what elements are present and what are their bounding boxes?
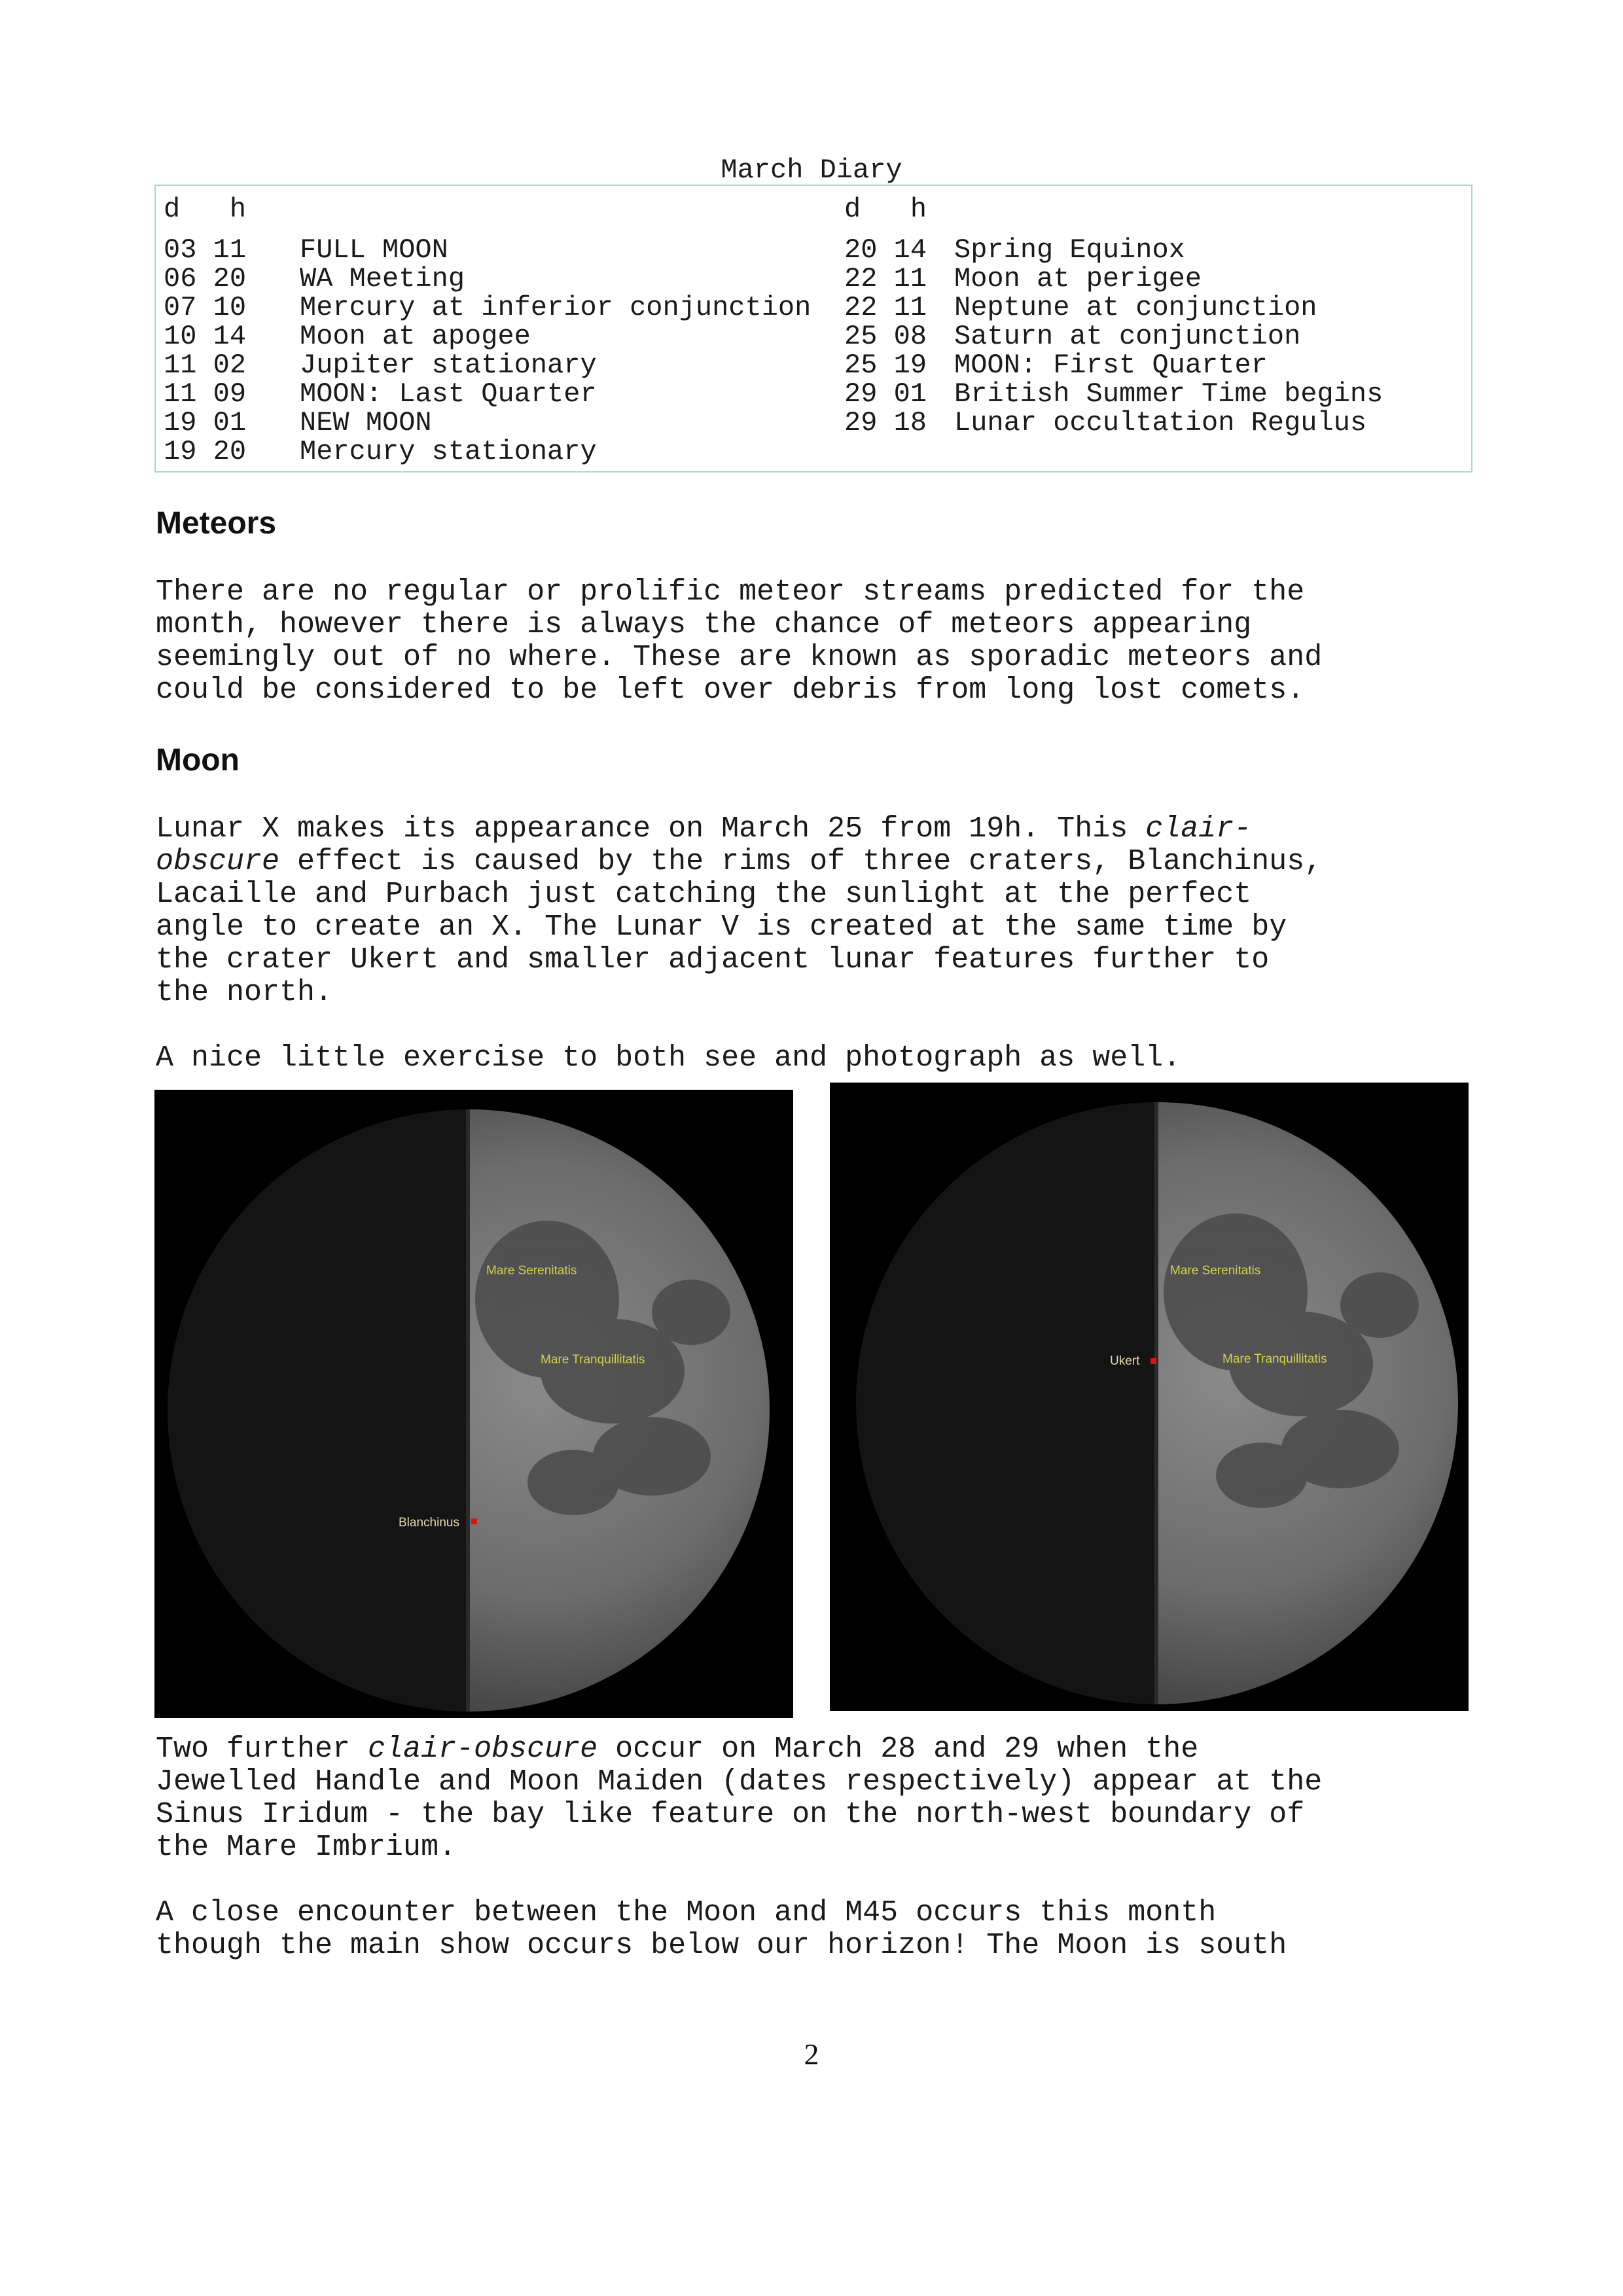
diary-day-hour: 22 11 <box>844 263 927 295</box>
moon-paragraph-2 <box>156 1042 1497 1075</box>
diary-event: MOON: Last Quarter <box>300 378 597 410</box>
crater-marker <box>1150 1358 1156 1364</box>
diary-event: Moon at apogee <box>300 321 531 352</box>
label-mare-serenitatis: Mare Serenitatis <box>486 1264 577 1278</box>
text-line: the crater Ukert and smaller adjacent lunar features further to <box>156 943 1270 977</box>
text-line: the Mare Imbrium. <box>156 1831 457 1864</box>
italic-run: clair-obscure <box>368 1732 598 1766</box>
text-run: occur on March 28 and 29 when the <box>597 1732 1199 1766</box>
diary-event: British Summer Time begins <box>954 378 1383 410</box>
text-line: Jewelled Handle and Moon Maiden (dates respectively) appear at the <box>156 1765 1323 1799</box>
meteors-heading: Meteors <box>156 506 277 541</box>
moon-paragraph-1 <box>156 813 1497 1009</box>
moon-heading: Moon <box>156 743 240 778</box>
diary-day-hour: 25 19 <box>844 350 927 381</box>
page-number: 2 <box>804 2037 819 2071</box>
diary-event: Mercury stationary <box>300 436 597 467</box>
meteors-line: month, however there is always the chance of meteors appearing <box>156 608 1252 641</box>
diary-day-hour: 20 14 <box>844 234 927 266</box>
moon-image-ukert <box>830 1083 1469 1711</box>
text-run: Lunar X makes its appearance on March 25 from 19h. This <box>156 812 1146 846</box>
diary-day-hour: 25 08 <box>844 321 927 352</box>
diary-day-hour: 11 09 <box>164 378 247 410</box>
diary-day-hour: 19 20 <box>164 436 247 467</box>
diary-day-hour: 06 20 <box>164 263 247 295</box>
diary-event: Lunar occultation Regulus <box>954 407 1367 439</box>
diary-event: FULL MOON <box>300 234 448 266</box>
moon-illustration <box>830 1083 1469 1711</box>
diary-day-hour: 07 10 <box>164 292 247 323</box>
meteors-line: There are no regular or prolific meteor streams predicted for the <box>156 575 1305 609</box>
diary-day-hour: 11 02 <box>164 350 247 381</box>
meteors-line: could be considered to be left over debris from long lost comets. <box>156 673 1305 707</box>
crater-marker <box>471 1518 477 1524</box>
text-line: though the main show occurs below our horizon! The Moon is south <box>156 1929 1287 1962</box>
label-mare-tranquillitatis: Mare Tranquillitatis <box>541 1353 645 1367</box>
diary-event: Saturn at conjunction <box>954 321 1301 352</box>
text-run: effect is caused by the rims of three craters, Blanchinus, <box>279 845 1323 878</box>
diary-day-hour: 29 18 <box>844 407 927 439</box>
diary-event: Neptune at conjunction <box>954 292 1317 323</box>
text-run: Two further <box>156 1732 368 1766</box>
diary-title: March Diary <box>721 154 902 186</box>
label-mare-tranquillitatis: Mare Tranquillitatis <box>1222 1352 1327 1366</box>
moon-illustration <box>154 1090 793 1718</box>
diary-event: NEW MOON <box>300 407 432 439</box>
diary-event: Spring Equinox <box>954 234 1185 266</box>
text-line: Lacaille and Purbach just catching the sunlight at the perfect <box>156 878 1252 911</box>
diary-event: MOON: First Quarter <box>954 350 1268 381</box>
diary-event: WA Meeting <box>300 263 465 295</box>
moon-paragraph-3 <box>156 1733 1497 1864</box>
label-crater: Ukert <box>1110 1354 1140 1368</box>
diary-event: Jupiter stationary <box>300 350 597 381</box>
diary-day-hour: 22 11 <box>844 292 927 323</box>
diary-event: Mercury at inferior conjunction <box>300 292 812 323</box>
diary-col-header-left: d h <box>164 194 247 225</box>
label-mare-serenitatis: Mare Serenitatis <box>1170 1264 1261 1278</box>
diary-day-hour: 10 14 <box>164 321 247 352</box>
moon-paragraph-4 <box>156 1897 1497 1962</box>
diary-col-header-right: d h <box>844 194 927 225</box>
moon-image-blanchinus <box>154 1090 793 1718</box>
meteors-paragraph <box>156 576 1497 707</box>
text-line: A nice little exercise to both see and photograph as well. <box>156 1041 1181 1075</box>
text-line: angle to create an X. The Lunar V is created at the same time by <box>156 910 1287 944</box>
diary-day-hour: 19 01 <box>164 407 247 439</box>
text-line: Sinus Iridum - the bay like feature on the north-west boundary of <box>156 1798 1305 1831</box>
diary-day-hour: 29 01 <box>844 378 927 410</box>
diary-event: Moon at perigee <box>954 263 1202 295</box>
text-line: A close encounter between the Moon and M45 occurs this month <box>156 1896 1217 1929</box>
text-line: the north. <box>156 976 333 1009</box>
italic-run: clair- <box>1145 812 1252 846</box>
diary-day-hour: 03 11 <box>164 234 247 266</box>
italic-run: obscure <box>156 845 280 878</box>
meteors-line: seemingly out of no where. These are known as sporadic meteors and <box>156 641 1323 674</box>
label-crater: Blanchinus <box>399 1516 459 1530</box>
